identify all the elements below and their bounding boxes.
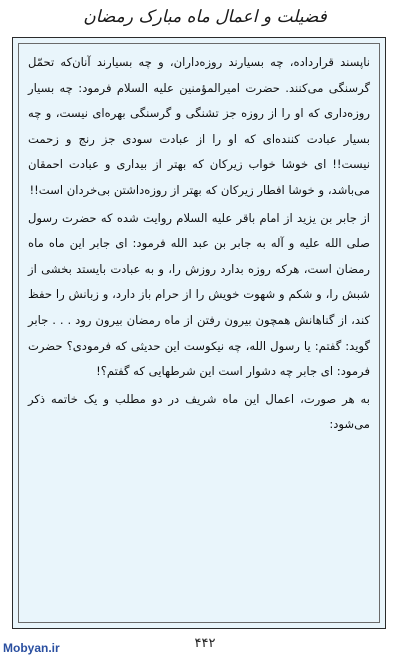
page-number: ۴۴۲ xyxy=(194,636,216,651)
paragraph: از جابر بن یزید از امام باقر علیه السلام روایت شده که حضرت رسول صلی الله علیه و آله به جابر بن عبد الله فرمود: ای جابر این ماه ماه رمضان است، هرکه روزه بدارد روزش را، و به عبادت بایستد بخشی از شبش را، و شکم و شهوت خویش را از حرام باز دارد، و زبانش را حفظ کند، از گناهانش همچون بیرون رفتن از ماه رمضان بیرون رود . . . جابر گوید: گفتم: یا رسول الله، چه نیکوست این حدیثی که فرمودی؟ حضرت فرمود: ای جابر چه دشوار است این شرطهایی که گفتم؟! xyxy=(28,210,370,379)
page-body xyxy=(18,43,380,623)
paragraph: ناپسند قرارداده، چه بسیارند روزه‌داران، و چه بسیارند آنان‌که تحمّل گرسنگی می‌کنند. حضرت امیرالمؤمنین علیه السلام فرمود: چه بسیار روزه‌داری که او را از روزه جز تشنگی و گرسنگی بهره‌ای نیست، و چه بسیار عبادت کننده‌ای که او را از عبادت سودی جز رنج و زحمت نیست!! ای خوشا خواب زیرکان که بهتر از بیداری و عبادت احمقان می‌باشد، و خوشا افطار زیرکان که بهتر از روزه‌داشتن بی‌خردان است!! xyxy=(28,55,370,197)
body-text[interactable] xyxy=(28,50,370,438)
paragraph: به هر صورت، اعمال این ماه شریف در دو مطلب و یک خاتمه ذکر می‌شود: xyxy=(28,391,370,432)
page-frame xyxy=(12,37,386,629)
page-header xyxy=(0,0,410,34)
site-watermark: Mobyan.ir xyxy=(3,641,60,655)
book-title: فضیلت و اعمال ماه مبارک رمضان xyxy=(83,7,327,27)
